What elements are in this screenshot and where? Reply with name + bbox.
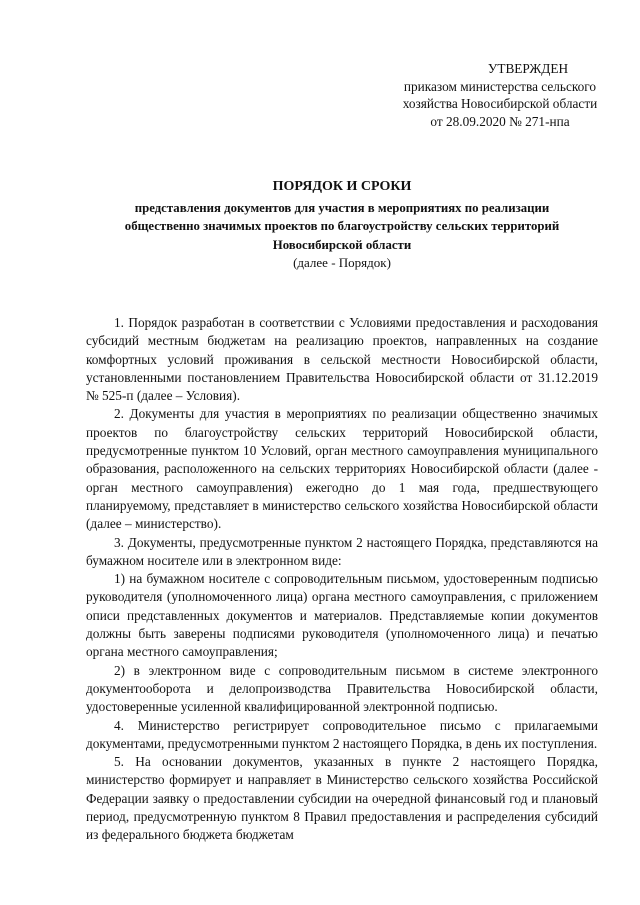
approval-heading: УТВЕРЖДЕН	[487, 61, 569, 76]
document-subtitle-line-3: Новосибирской области	[272, 237, 412, 252]
document-subtitle-line-2: общественно значимых проектов по благоустройству сельских территорий	[124, 219, 560, 233]
document-title: ПОРЯДОК И СРОКИ	[272, 179, 412, 194]
document-body	[86, 314, 598, 845]
paragraph-3-item-2: 2) в электронном виде с сопроводительным письмом в системе электронного документооборота и делопроизводства Правительства Новосибирской области, удостоверенные усиленной квалифицированной электронной подписью.	[86, 662, 598, 715]
paragraph-3: 3. Документы, предусмотренные пунктом 2 настоящего Порядка, представляются на бумажном носителе или в электронном виде:	[86, 534, 598, 568]
document-title-block	[86, 178, 598, 273]
document-subtitle-line-1: представления документов для участия в мероприятиях по реализации	[134, 200, 550, 215]
document-short-name: (далее - Порядок)	[293, 255, 391, 270]
paragraph-3-item-1: 1) на бумажном носителе с сопроводительным письмом, удостоверенным подписью руководителя (уполномоченного лица) органа местного самоуправления, с приложением описи представленных документов и материалов. Представляемые копии документов должны быть заверены подписями руководителя (уполномоченного лица) и печатью органа местного самоуправления;	[86, 571, 598, 660]
approval-stamp	[380, 60, 620, 130]
paragraph-4: 4. Министерство регистрирует сопроводительное письмо с прилагаемыми документами, предусмотренными пунктом 2 настоящего Порядка, в день их поступления.	[86, 717, 598, 751]
approval-date-number: от 28.09.2020 № 271-нпа	[430, 113, 570, 129]
paragraph-5: 5. На основании документов, указанных в пункте 2 настоящего Порядка, министерство формирует и направляет в Министерство сельского хозяйства Российской Федерации заявку о предоставлении субсидии на очередной финансовый год и плановый период, предусмотренную пунктом 8 Правил предоставления и распределения субсидий из федерального бюджета бюджетам	[86, 754, 598, 843]
paragraph-2: 2. Документы для участия в мероприятиях по реализации общественно значимых проектов по благоустройству сельских территорий Новосибирской области, предусмотренные пунктом 10 Условий, орган местного самоуправления муниципального образования, расположенного на сельских территориях Новосибирской области (далее - орган местного самоуправления) ежегодно до 1 мая года, предшествующего планируемому, представляет в министерство сельского хозяйства Новосибирской области (далее – министерство).	[86, 406, 598, 532]
paragraph-1: 1. Порядок разработан в соответствии с Условиями предоставления и расходования субсидий местным бюджетам на реализацию проектов, направленных на создание комфортных условий проживания в сельской местности Новосибирской области, установленными постановлением Правительства Новосибирской области от 31.12.2019 № 525-п (далее – Условия).	[86, 315, 598, 404]
approval-order-line: приказом министерства сельского	[403, 78, 597, 94]
approval-ministry-line: хозяйства Новосибирской области	[402, 96, 598, 111]
